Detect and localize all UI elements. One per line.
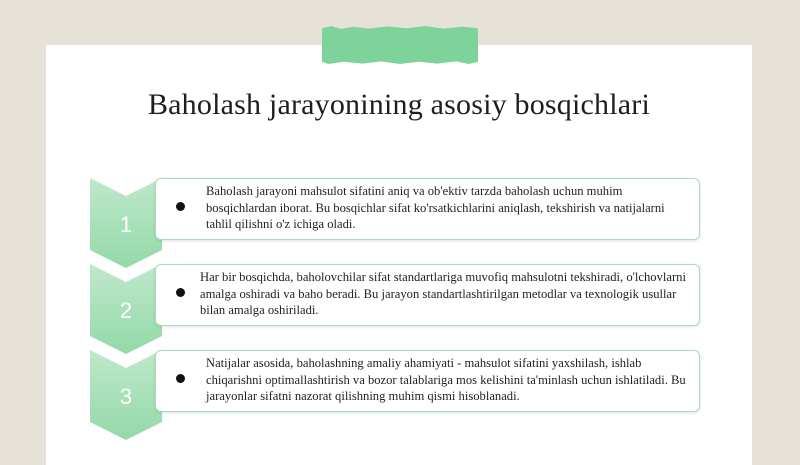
step-2 xyxy=(0,264,800,354)
step-text: Baholash jarayoni mahsulot sifatini aniq va ob'ektiv tarzda baholash uchun muhim bosqichlardan iborat. Bu bosqichlar sifat ko'rsatkichlarini aniqlash, tekshirish va natijalarni tahlil qilishni o'z ichiga oladi. xyxy=(206,184,665,231)
slide-title: Baholash jarayonining asosiy bosqichlari xyxy=(147,88,651,121)
step-1 xyxy=(0,178,800,268)
step-number: 3 xyxy=(119,384,133,409)
tape-decoration xyxy=(322,26,478,64)
step-text: Natijalar asosida, baholashning amaliy ahamiyati - mahsulot sifatini yaxshilash, ishlab chiqarishni optimallashtirish va bozor talablariga mos kelishini ta'minlash uchun ishlatiladi. Bu jarayonlar sifatni nazorat qilishning muhim qismi hisoblanadi. xyxy=(206,356,686,403)
bullet-icon xyxy=(176,202,185,211)
step-number: 2 xyxy=(119,298,133,323)
bullet-icon xyxy=(176,288,185,297)
step-number: 1 xyxy=(119,212,133,237)
step-text: Har bir bosqichda, baholovchilar sifat standartlariga muvofiq mahsulotni tekshiradi, o'lchovlarni amalga oshiradi va baho beradi. Bu jarayon standartlashtirilgan metodlar va texnologik usullar bilan amalga oshiriladi. xyxy=(200,270,686,317)
bullet-icon xyxy=(176,374,185,383)
step-3 xyxy=(0,350,800,440)
